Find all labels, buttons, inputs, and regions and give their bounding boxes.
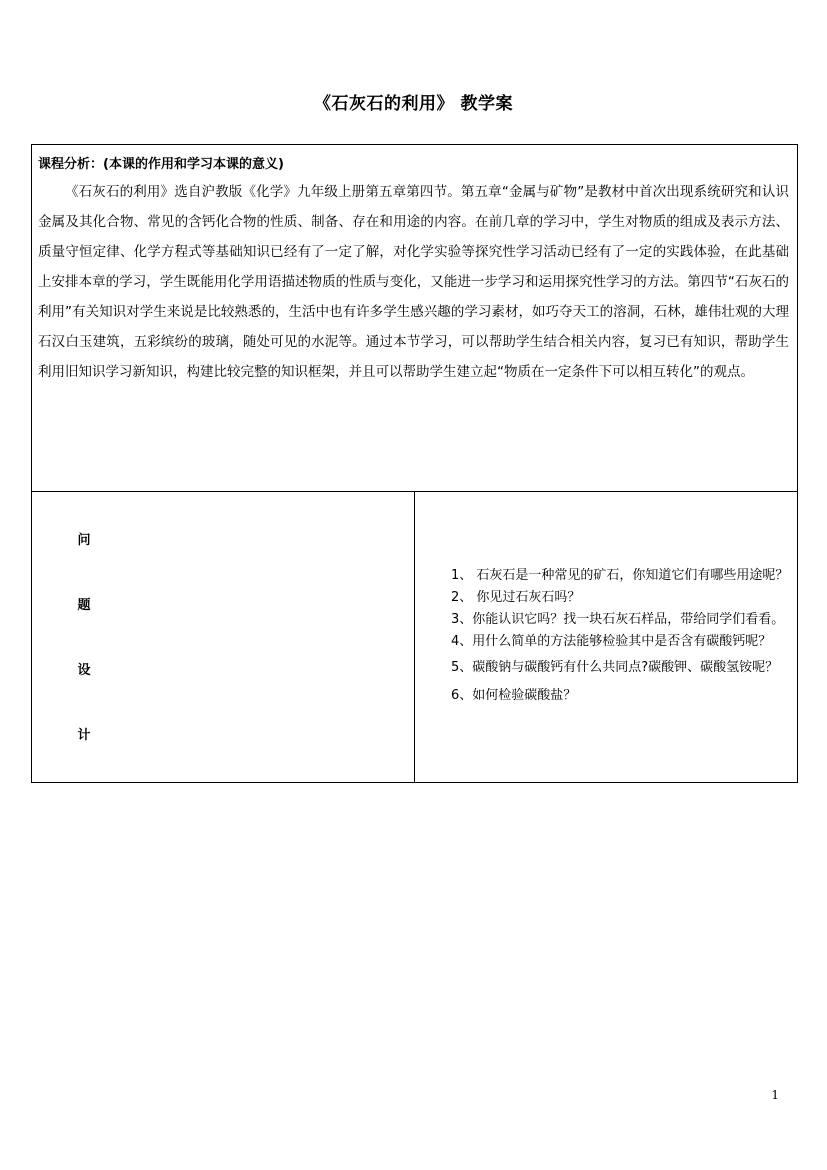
document-title: 《石灰石的利用》 教学案	[314, 94, 513, 114]
question-row	[32, 492, 798, 783]
question-item: 5、碳酸钠与碳酸钙有什么共同点?碳酸钾、碳酸氢铵呢？	[451, 660, 779, 675]
label-char-ti: 题	[77, 598, 91, 613]
label-char-wen: 问	[77, 533, 91, 548]
question-item: 6、如何检验碳酸盐？	[451, 688, 577, 703]
analysis-row	[32, 145, 798, 492]
analysis-heading: 课程分析：(本课的作用和学习本课的意义)	[38, 157, 284, 172]
label-char-she: 设	[77, 663, 91, 678]
question-item: 2、 你见过石灰石吗？	[451, 590, 581, 605]
question-item: 4、用什么简单的方法能够检验其中是否含有碳酸钙呢？	[451, 634, 772, 649]
question-design-label-cell	[32, 492, 415, 783]
page-number: 1	[771, 1088, 779, 1102]
lesson-plan-table	[31, 144, 798, 783]
label-char-ji: 计	[77, 728, 91, 743]
question-item: 3、你能认识它吗？找一块石灰石样品，带给同学们看看。	[451, 612, 785, 627]
analysis-cell	[32, 145, 798, 492]
question-item: 1、 石灰石是一种常见的矿石，你知道它们有哪些用途呢？	[451, 568, 789, 583]
question-list-cell	[415, 492, 798, 783]
analysis-body: 《石灰石的利用》选自沪教版《化学》九年级上册第五章第四节。第五章“金属与矿物”是教材中首次出现系统研究和认识金属及其化合物、常见的含钙化合物的性质、制备、存在和用途的内容。在前几章的学习中，学生对物质的组成及表示方法、质量守恒定律、化学方程式等基础知识已经有了一定了解，对化学实验等探究性学习活动已经有了一定的实践体验，在此基础上安排本章的学习，学生既能用化学用语描述物质的性质与变化，又能进一步学习和运用探究性学习的方法。第四节“石灰石的利用”有关知识对学生来说是比较熟悉的，生活中也有许多学生感兴趣的学习素材，如巧夺天工的溶洞，石林，雄伟壮观的大理石汉白玉建筑，五彩缤纷的玻璃，随处可见的水泥等。通过本节学习，可以帮助学生结合相关内容，复习已有知识，帮助学生利用旧知识学习新知识，构建比较完整的知识框架，并且可以帮助学生建立起“物质在一定条件下可以相互转化”的观点。	[38, 184, 789, 380]
